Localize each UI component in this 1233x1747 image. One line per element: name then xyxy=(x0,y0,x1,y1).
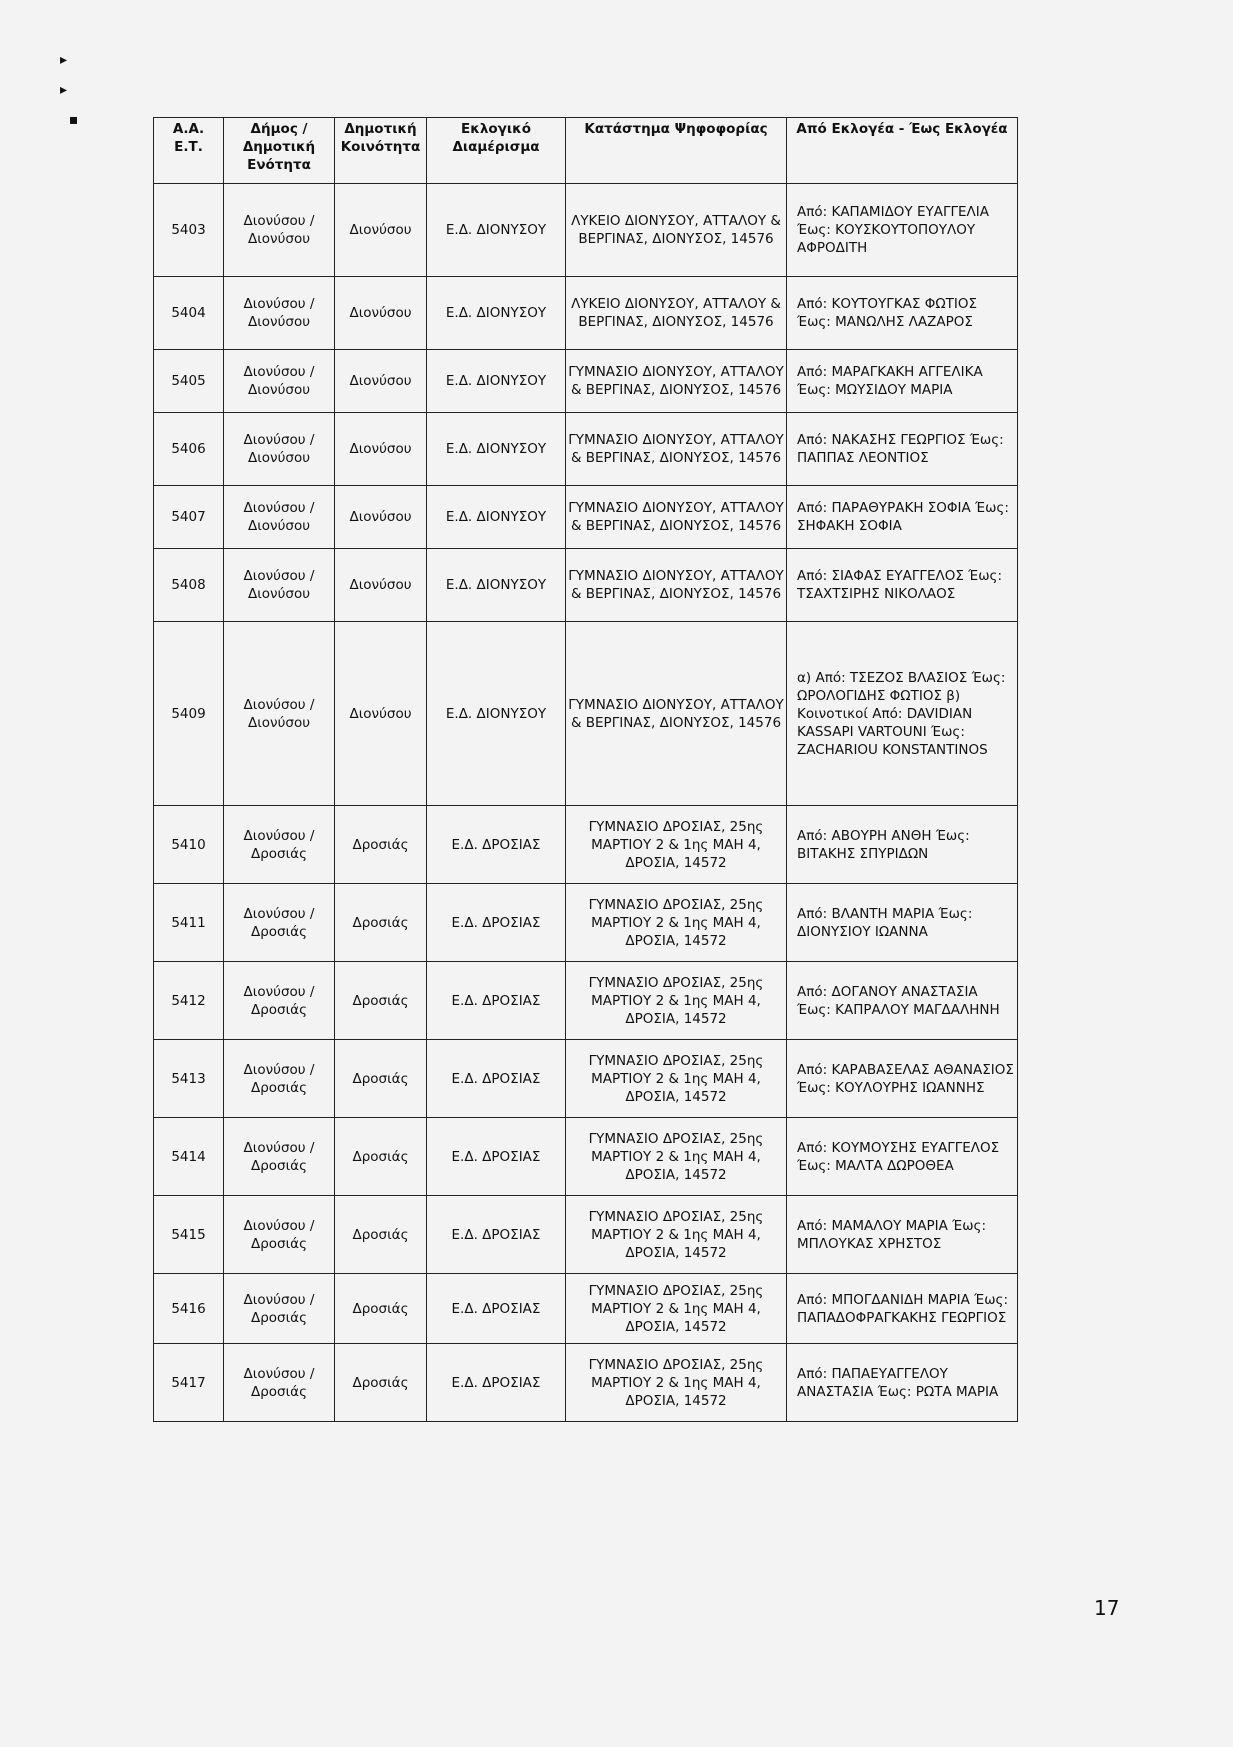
cell-dimos: Διονύσου / Δροσιάς xyxy=(224,1344,335,1422)
cell-koinotita: Δροσιάς xyxy=(335,1040,427,1118)
table-row xyxy=(154,1040,1018,1118)
cell-ekloges: Από: ΚΟΥΜΟΥΣΗΣ ΕΥΑΓΓΕΛΟΣ Έως: ΜΑΛΤΑ ΔΩΡΟΘΕΑ xyxy=(787,1118,1018,1196)
cell-katastima: ΓΥΜΝΑΣΙΟ ΔΡΟΣΙΑΣ, 25ης ΜΑΡΤΙΟΥ 2 & 1ης ΜΑΗ 4, ΔΡΟΣΙΑ, 14572 xyxy=(566,806,787,884)
cell-diamerisma: Ε.Δ. ΔΡΟΣΙΑΣ xyxy=(427,1118,566,1196)
cell-katastima: ΓΥΜΝΑΣΙΟ ΔΙΟΝΥΣΟΥ, ΑΤΤΑΛΟΥ & ΒΕΡΓΙΝΑΣ, ΔΙΟΝΥΣΟΣ, 14576 xyxy=(566,486,787,549)
cell-diamerisma: Ε.Δ. ΔΡΟΣΙΑΣ xyxy=(427,806,566,884)
cell-ekloges: Από: ΑΒΟΥΡΗ ΑΝΘΗ Έως: ΒΙΤΑΚΗΣ ΣΠΥΡΙΔΩΝ xyxy=(787,806,1018,884)
cell-koinotita: Διονύσου xyxy=(335,277,427,350)
cell-koinotita: Διονύσου xyxy=(335,350,427,413)
cell-dimos: Διονύσου / Δροσιάς xyxy=(224,1118,335,1196)
table-header-row xyxy=(154,118,1018,184)
cell-koinotita: Δροσιάς xyxy=(335,1274,427,1344)
cell-id: 5413 xyxy=(154,1040,224,1118)
header-aa-et: Α.Α. Ε.Τ. xyxy=(154,118,224,184)
cell-diamerisma: Ε.Δ. ΔΙΟΝΥΣΟΥ xyxy=(427,350,566,413)
cell-id: 5409 xyxy=(154,622,224,806)
header-diamerisma: Εκλογικό Διαμέρισμα xyxy=(427,118,566,184)
cell-dimos: Διονύσου / Διονύσου xyxy=(224,486,335,549)
cell-katastima: ΛΥΚΕΙΟ ΔΙΟΝΥΣΟΥ, ΑΤΤΑΛΟΥ & ΒΕΡΓΙΝΑΣ, ΔΙΟΝΥΣΟΣ, 14576 xyxy=(566,277,787,350)
cell-ekloges: Από: ΜΑΜΑΛΟΥ ΜΑΡΙΑ Έως: ΜΠΛΟΥΚΑΣ ΧΡΗΣΤΟΣ xyxy=(787,1196,1018,1274)
cell-diamerisma: Ε.Δ. ΔΡΟΣΙΑΣ xyxy=(427,1196,566,1274)
cell-id: 5406 xyxy=(154,413,224,486)
cell-dimos: Διονύσου / Δροσιάς xyxy=(224,884,335,962)
cell-id: 5414 xyxy=(154,1118,224,1196)
page-number: 17 xyxy=(1094,1596,1120,1620)
table-row xyxy=(154,486,1018,549)
cell-koinotita: Διονύσου xyxy=(335,622,427,806)
cell-koinotita: Δροσιάς xyxy=(335,962,427,1040)
cell-id: 5412 xyxy=(154,962,224,1040)
cell-katastima: ΓΥΜΝΑΣΙΟ ΔΡΟΣΙΑΣ, 25ης ΜΑΡΤΙΟΥ 2 & 1ης ΜΑΗ 4, ΔΡΟΣΙΑ, 14572 xyxy=(566,1196,787,1274)
cell-dimos: Διονύσου / Δροσιάς xyxy=(224,1196,335,1274)
cell-ekloges: Από: ΜΠΟΓΔΑΝΙΔΗ ΜΑΡΙΑ Έως: ΠΑΠΑΔΟΦΡΑΓΚΑΚΗΣ ΓΕΩΡΓΙΟΣ xyxy=(787,1274,1018,1344)
table-row xyxy=(154,806,1018,884)
cell-diamerisma: Ε.Δ. ΔΙΟΝΥΣΟΥ xyxy=(427,622,566,806)
cell-ekloges: Από: ΜΑΡΑΓΚΑΚΗ ΑΓΓΕΛΙΚΑ Έως: ΜΩΥΣΙΔΟΥ ΜΑΡΙΑ xyxy=(787,350,1018,413)
cell-ekloges: Από: ΚΑΠΑΜΙΔΟΥ ΕΥΑΓΓΕΛΙΑ Έως: ΚΟΥΣΚΟΥΤΟΠΟΥΛΟΥ ΑΦΡΟΔΙΤΗ xyxy=(787,184,1018,277)
cell-diamerisma: Ε.Δ. ΔΡΟΣΙΑΣ xyxy=(427,1274,566,1344)
cell-diamerisma: Ε.Δ. ΔΡΟΣΙΑΣ xyxy=(427,962,566,1040)
header-dimos: Δήμος / Δημοτική Ενότητα xyxy=(224,118,335,184)
cell-diamerisma: Ε.Δ. ΔΙΟΝΥΣΟΥ xyxy=(427,277,566,350)
header-katastima: Κατάστημα Ψηφοφορίας xyxy=(566,118,787,184)
cell-ekloges: Από: ΔΟΓΑΝΟΥ ΑΝΑΣΤΑΣΙΑ Έως: ΚΑΠΡΑΛΟΥ ΜΑΓΔΑΛΗΝΗ xyxy=(787,962,1018,1040)
cell-katastima: ΓΥΜΝΑΣΙΟ ΔΡΟΣΙΑΣ, 25ης ΜΑΡΤΙΟΥ 2 & 1ης ΜΑΗ 4, ΔΡΟΣΙΑ, 14572 xyxy=(566,1344,787,1422)
cell-diamerisma: Ε.Δ. ΔΙΟΝΥΣΟΥ xyxy=(427,549,566,622)
polling-stations-table xyxy=(153,117,1018,1422)
cell-koinotita: Διονύσου xyxy=(335,184,427,277)
table-row xyxy=(154,1274,1018,1344)
cell-katastima: ΓΥΜΝΑΣΙΟ ΔΙΟΝΥΣΟΥ, ΑΤΤΑΛΟΥ & ΒΕΡΓΙΝΑΣ, ΔΙΟΝΥΣΟΣ, 14576 xyxy=(566,549,787,622)
cell-ekloges: Από: ΚΟΥΤΟΥΓΚΑΣ ΦΩΤΙΟΣ Έως: ΜΑΝΩΛΗΣ ΛΑΖΑΡΟΣ xyxy=(787,277,1018,350)
cell-ekloges: Από: ΒΛΑΝΤΗ ΜΑΡΙΑ Έως: ΔΙΟΝΥΣΙΟΥ ΙΩΑΝΝΑ xyxy=(787,884,1018,962)
cell-katastima: ΓΥΜΝΑΣΙΟ ΔΡΟΣΙΑΣ, 25ης ΜΑΡΤΙΟΥ 2 & 1ης ΜΑΗ 4, ΔΡΟΣΙΑ, 14572 xyxy=(566,1040,787,1118)
cell-diamerisma: Ε.Δ. ΔΙΟΝΥΣΟΥ xyxy=(427,413,566,486)
cell-katastima: ΓΥΜΝΑΣΙΟ ΔΙΟΝΥΣΟΥ, ΑΤΤΑΛΟΥ & ΒΕΡΓΙΝΑΣ, ΔΙΟΝΥΣΟΣ, 14576 xyxy=(566,350,787,413)
cell-ekloges: Από: ΠΑΠΑΕΥΑΓΓΕΛΟΥ ΑΝΑΣΤΑΣΙΑ Έως: ΡΩΤΑ ΜΑΡΙΑ xyxy=(787,1344,1018,1422)
header-ekloges: Από Εκλογέα - Έως Εκλογέα xyxy=(787,118,1018,184)
cell-id: 5408 xyxy=(154,549,224,622)
cell-dimos: Διονύσου / Δροσιάς xyxy=(224,806,335,884)
table-row xyxy=(154,1196,1018,1274)
cell-katastima: ΓΥΜΝΑΣΙΟ ΔΙΟΝΥΣΟΥ, ΑΤΤΑΛΟΥ & ΒΕΡΓΙΝΑΣ, ΔΙΟΝΥΣΟΣ, 14576 xyxy=(566,413,787,486)
cell-katastima: ΓΥΜΝΑΣΙΟ ΔΡΟΣΙΑΣ, 25ης ΜΑΡΤΙΟΥ 2 & 1ης ΜΑΗ 4, ΔΡΟΣΙΑ, 14572 xyxy=(566,1118,787,1196)
cell-diamerisma: Ε.Δ. ΔΡΟΣΙΑΣ xyxy=(427,1040,566,1118)
header-koinotita: Δημοτική Κοινότητα xyxy=(335,118,427,184)
cell-dimos: Διονύσου / Δροσιάς xyxy=(224,1040,335,1118)
cell-dimos: Διονύσου / Διονύσου xyxy=(224,350,335,413)
cell-ekloges: Από: ΚΑΡΑΒΑΣΕΛΑΣ ΑΘΑΝΑΣΙΟΣ Έως: ΚΟΥΛΟΥΡΗΣ ΙΩΑΝΝΗΣ xyxy=(787,1040,1018,1118)
cell-katastima: ΓΥΜΝΑΣΙΟ ΔΡΟΣΙΑΣ, 25ης ΜΑΡΤΙΟΥ 2 & 1ης ΜΑΗ 4, ΔΡΟΣΙΑ, 14572 xyxy=(566,884,787,962)
table-row xyxy=(154,1344,1018,1422)
cell-ekloges: Από: ΣΙΑΦΑΣ ΕΥΑΓΓΕΛΟΣ Έως: ΤΣΑΧΤΣΙΡΗΣ ΝΙΚΟΛΑΟΣ xyxy=(787,549,1018,622)
table-row xyxy=(154,962,1018,1040)
cell-dimos: Διονύσου / Δροσιάς xyxy=(224,1274,335,1344)
cell-id: 5407 xyxy=(154,486,224,549)
cell-koinotita: Διονύσου xyxy=(335,486,427,549)
table-row xyxy=(154,350,1018,413)
cell-id: 5411 xyxy=(154,884,224,962)
cell-dimos: Διονύσου / Διονύσου xyxy=(224,549,335,622)
cell-koinotita: Δροσιάς xyxy=(335,1344,427,1422)
cell-id: 5415 xyxy=(154,1196,224,1274)
cell-katastima: ΓΥΜΝΑΣΙΟ ΔΙΟΝΥΣΟΥ, ΑΤΤΑΛΟΥ & ΒΕΡΓΙΝΑΣ, ΔΙΟΝΥΣΟΣ, 14576 xyxy=(566,622,787,806)
cell-ekloges: Από: ΝΑΚΑΣΗΣ ΓΕΩΡΓΙΟΣ Έως: ΠΑΠΠΑΣ ΛΕΟΝΤΙΟΣ xyxy=(787,413,1018,486)
cell-koinotita: Δροσιάς xyxy=(335,884,427,962)
table-row xyxy=(154,884,1018,962)
cell-koinotita: Διονύσου xyxy=(335,413,427,486)
cell-koinotita: Δροσιάς xyxy=(335,1196,427,1274)
table-row xyxy=(154,622,1018,806)
cell-ekloges: α) Από: ΤΣΕΖΟΣ ΒΛΑΣΙΟΣ Έως: ΩΡΟΛΟΓΙΔΗΣ ΦΩΤΙΟΣ β) Κοινοτικοί Από: DAVIDIAN KASSAPI VARTOUNI Έως: ZACHARIOU KONSTANTINOS xyxy=(787,622,1018,806)
cell-koinotita: Δροσιάς xyxy=(335,806,427,884)
cell-katastima: ΛΥΚΕΙΟ ΔΙΟΝΥΣΟΥ, ΑΤΤΑΛΟΥ & ΒΕΡΓΙΝΑΣ, ΔΙΟΝΥΣΟΣ, 14576 xyxy=(566,184,787,277)
cell-id: 5404 xyxy=(154,277,224,350)
table-row xyxy=(154,184,1018,277)
cell-koinotita: Διονύσου xyxy=(335,549,427,622)
table-row xyxy=(154,413,1018,486)
cell-dimos: Διονύσου / Διονύσου xyxy=(224,413,335,486)
cell-katastima: ΓΥΜΝΑΣΙΟ ΔΡΟΣΙΑΣ, 25ης ΜΑΡΤΙΟΥ 2 & 1ης ΜΑΗ 4, ΔΡΟΣΙΑ, 14572 xyxy=(566,962,787,1040)
table-row xyxy=(154,277,1018,350)
cell-dimos: Διονύσου / Διονύσου xyxy=(224,277,335,350)
cell-dimos: Διονύσου / Δροσιάς xyxy=(224,962,335,1040)
cell-katastima: ΓΥΜΝΑΣΙΟ ΔΡΟΣΙΑΣ, 25ης ΜΑΡΤΙΟΥ 2 & 1ης ΜΑΗ 4, ΔΡΟΣΙΑ, 14572 xyxy=(566,1274,787,1344)
cell-id: 5416 xyxy=(154,1274,224,1344)
scan-marks: ▸ ▸ ▪ xyxy=(60,52,79,128)
cell-dimos: Διονύσου / Διονύσου xyxy=(224,184,335,277)
cell-id: 5405 xyxy=(154,350,224,413)
cell-koinotita: Δροσιάς xyxy=(335,1118,427,1196)
cell-id: 5403 xyxy=(154,184,224,277)
cell-id: 5410 xyxy=(154,806,224,884)
cell-diamerisma: Ε.Δ. ΔΙΟΝΥΣΟΥ xyxy=(427,486,566,549)
cell-diamerisma: Ε.Δ. ΔΙΟΝΥΣΟΥ xyxy=(427,184,566,277)
cell-diamerisma: Ε.Δ. ΔΡΟΣΙΑΣ xyxy=(427,884,566,962)
cell-ekloges: Από: ΠΑΡΑΘΥΡΑΚΗ ΣΟΦΙΑ Έως: ΣΗΦΑΚΗ ΣΟΦΙΑ xyxy=(787,486,1018,549)
table-row xyxy=(154,549,1018,622)
cell-diamerisma: Ε.Δ. ΔΡΟΣΙΑΣ xyxy=(427,1344,566,1422)
cell-dimos: Διονύσου / Διονύσου xyxy=(224,622,335,806)
cell-id: 5417 xyxy=(154,1344,224,1422)
table-row xyxy=(154,1118,1018,1196)
